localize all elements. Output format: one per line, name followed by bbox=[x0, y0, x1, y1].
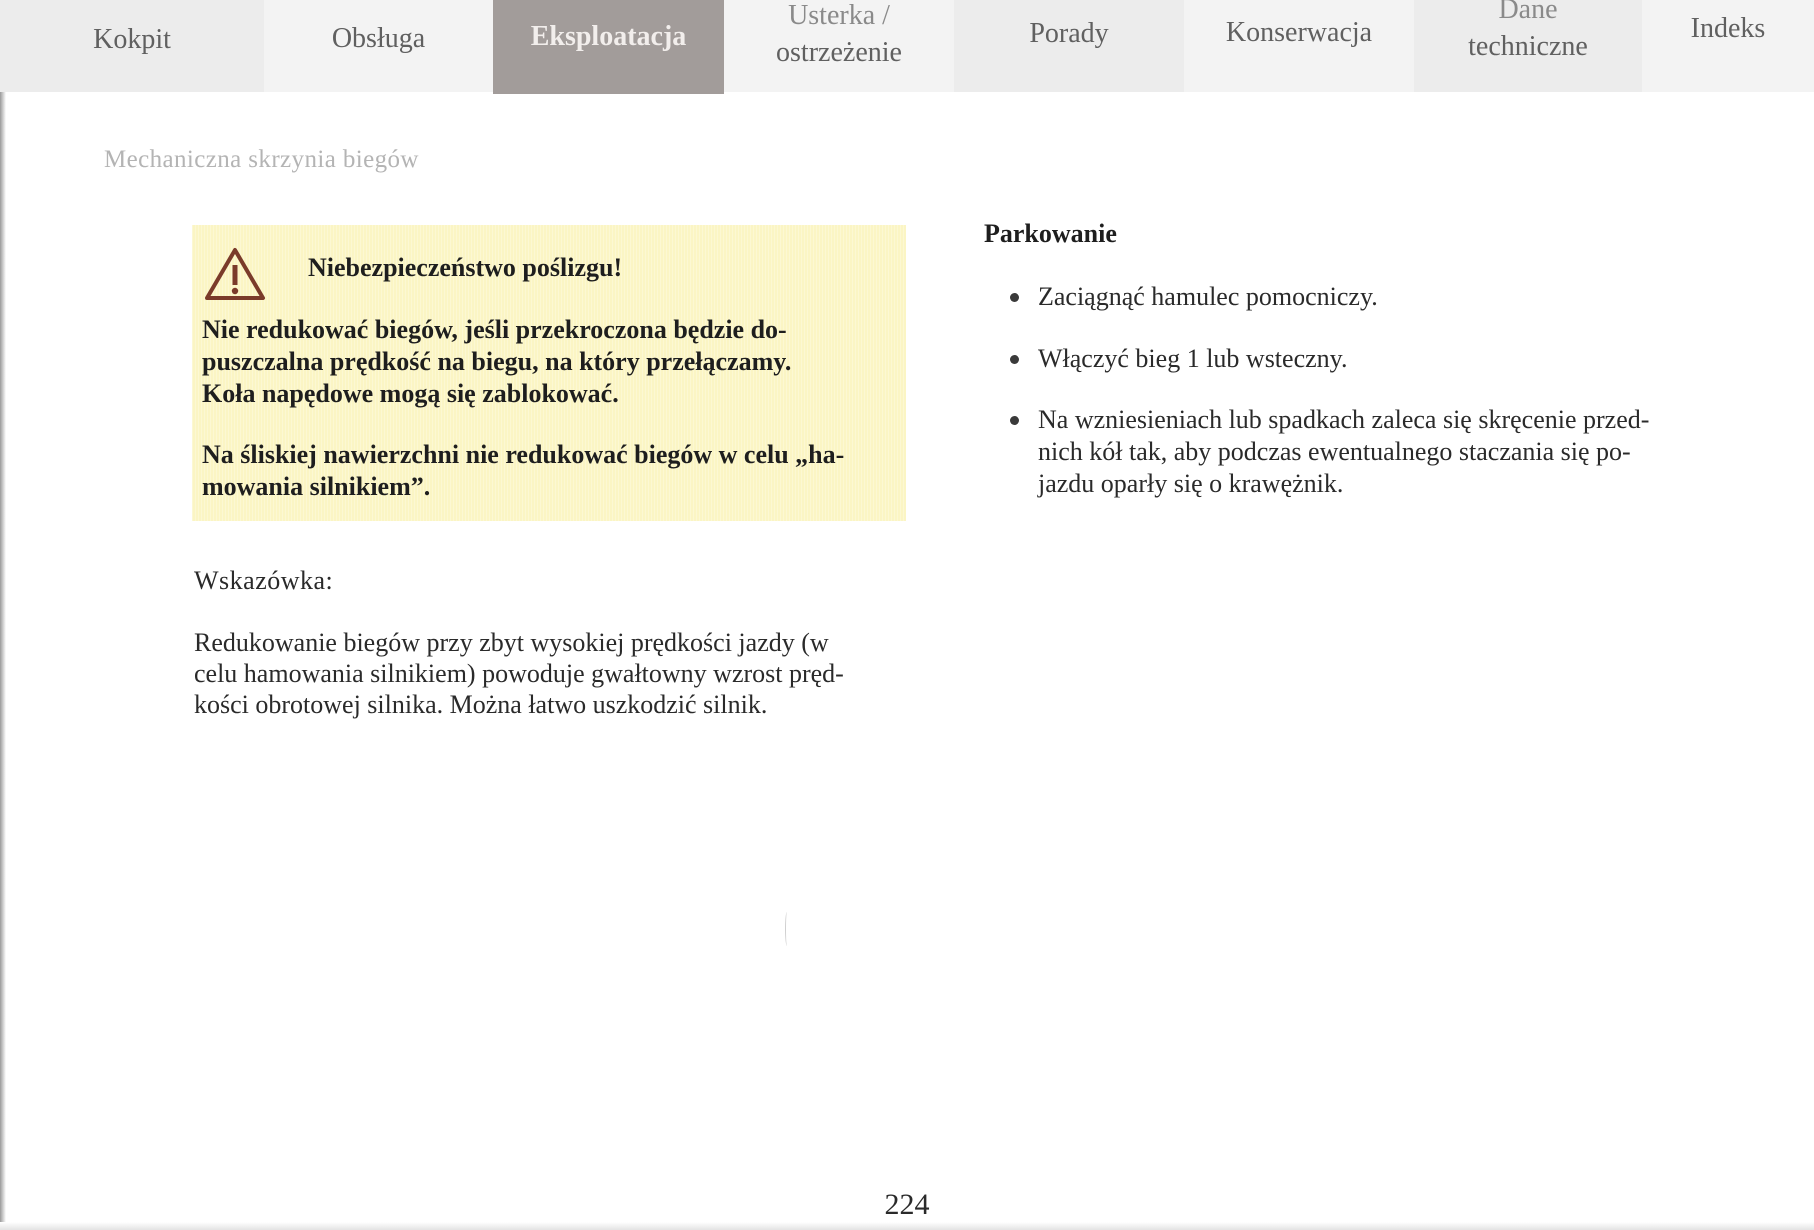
warning-line: Nie redukować biegów, jeśli przekroczona będzie do- bbox=[202, 315, 787, 344]
warning-title: Niebezpieczeństwo poślizgu! bbox=[308, 253, 623, 282]
tab-dane-techniczne[interactable] bbox=[1414, 0, 1642, 92]
note-line: celu hamowania silnikiem) powoduje gwałtowny wzrost pręd- bbox=[194, 659, 844, 688]
warning-line: Koła napędowe mogą się zablokować. bbox=[202, 379, 619, 408]
tab-label: Indeks bbox=[1690, 13, 1766, 44]
scan-mark bbox=[785, 912, 789, 946]
tab-label-line2: ostrzeżenie bbox=[776, 37, 902, 68]
warning-paragraph-1 bbox=[202, 314, 902, 410]
list-item-text bbox=[1038, 281, 1378, 313]
list-item-line: Zaciągnąć hamulec pomocniczy. bbox=[1038, 282, 1378, 311]
note-label: Wskazówka: bbox=[194, 566, 334, 595]
tab-label: Konserwacja bbox=[1225, 17, 1373, 48]
list-item-line: jazdu oparły się o krawężnik. bbox=[1038, 469, 1344, 498]
tab-label: Porady bbox=[1029, 18, 1109, 49]
list-item-line: Na wzniesieniach lub spadkach zaleca się skręcenie przed- bbox=[1038, 405, 1650, 434]
page-bottom-edge bbox=[0, 1222, 1814, 1230]
warning-triangle-icon bbox=[204, 247, 266, 301]
top-navigation bbox=[0, 0, 1814, 94]
tab-konserwacja[interactable] bbox=[1184, 0, 1414, 92]
note-line: Redukowanie biegów przy zbyt wysokiej prędkości jazdy (w bbox=[194, 628, 829, 657]
tab-label-line1: Usterka / bbox=[788, 0, 890, 31]
tab-indeks[interactable] bbox=[1642, 0, 1814, 92]
tab-kokpit[interactable] bbox=[0, 0, 264, 92]
warning-line: Na śliskiej nawierzchni nie redukować biegów w celu „ha- bbox=[202, 440, 845, 469]
note-body bbox=[194, 627, 914, 720]
tab-label-line1: Dane bbox=[1498, 0, 1558, 25]
tab-eksploatacja[interactable] bbox=[493, 0, 724, 94]
tab-label-line2: techniczne bbox=[1468, 31, 1588, 62]
warning-box bbox=[192, 225, 906, 521]
list-item-line: nich kół tak, aby podczas ewentualnego staczania się po- bbox=[1038, 437, 1631, 466]
parking-heading: Parkowanie bbox=[984, 219, 1117, 248]
tab-label: Kokpit bbox=[93, 24, 171, 55]
page-edge bbox=[0, 0, 6, 1230]
tab-label: Obsługa bbox=[331, 23, 426, 54]
bullet-icon bbox=[1010, 355, 1019, 364]
list-item-text bbox=[1038, 404, 1649, 500]
section-title: Mechaniczna skrzynia biegów bbox=[104, 146, 419, 173]
page-number: 224 bbox=[884, 1188, 930, 1221]
tab-obsluga[interactable] bbox=[264, 0, 493, 92]
list-item-line: Włączyć bieg 1 lub wsteczny. bbox=[1038, 344, 1348, 373]
bullet-icon bbox=[1010, 416, 1019, 425]
bullet-icon bbox=[1010, 293, 1019, 302]
tab-label: Eksploatacja bbox=[530, 21, 687, 52]
tab-porady[interactable] bbox=[954, 0, 1184, 92]
list-item-text bbox=[1038, 343, 1347, 375]
warning-line: mowania silnikiem”. bbox=[202, 472, 431, 501]
warning-paragraph-2 bbox=[202, 439, 902, 503]
tab-usterka-ostrzezenie[interactable] bbox=[724, 0, 954, 92]
warning-line: puszczalna prędkość na biegu, na który przełączamy. bbox=[202, 347, 792, 376]
note-line: kości obrotowej silnika. Można łatwo uszkodzić silnik. bbox=[194, 690, 768, 719]
